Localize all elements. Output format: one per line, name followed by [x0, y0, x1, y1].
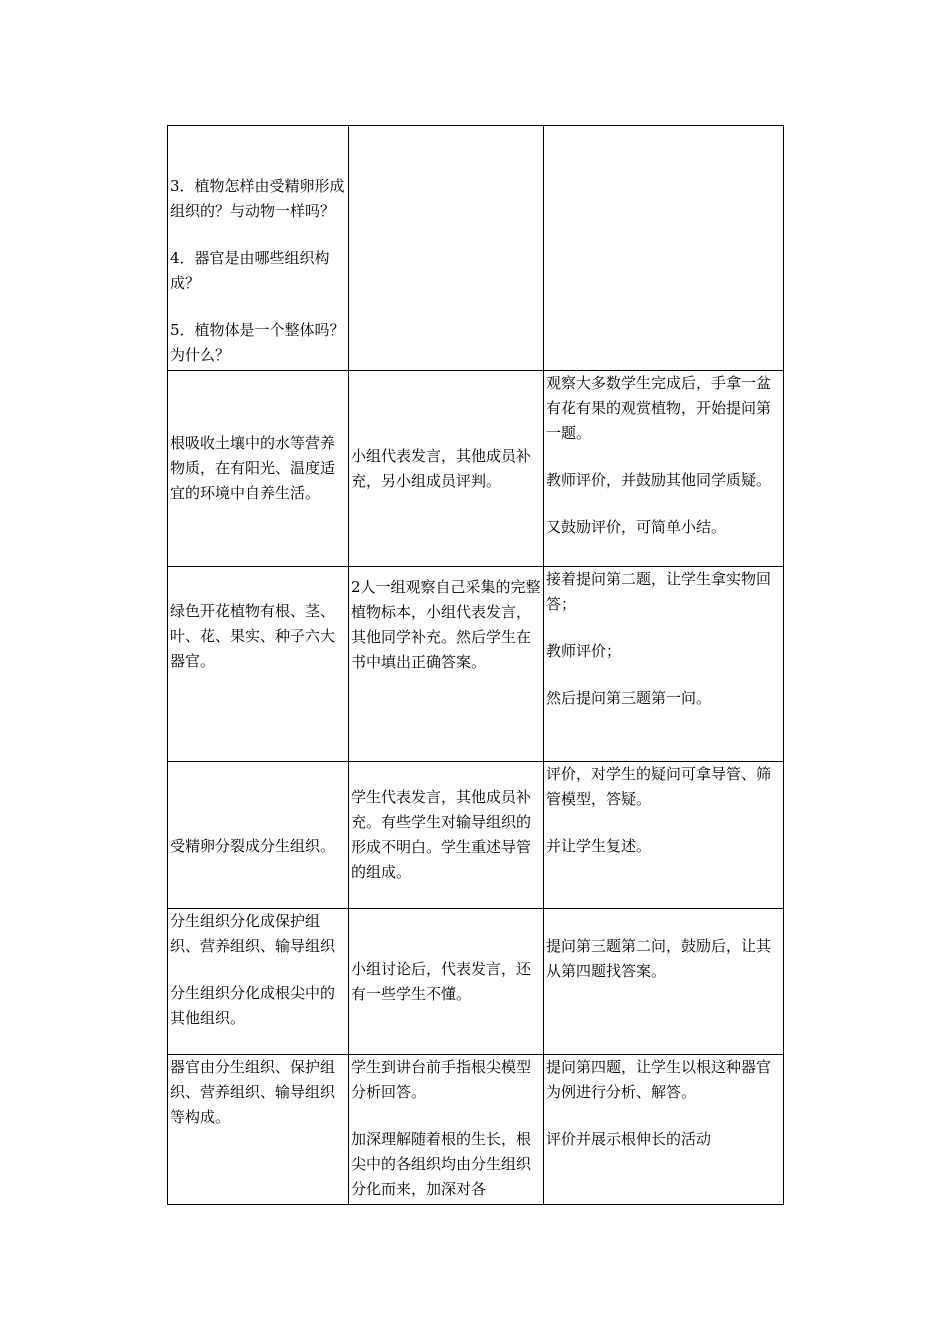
- table-row: [168, 126, 784, 371]
- teacher-activity-cell: [544, 909, 784, 1055]
- teacher-activity-cell: [544, 567, 784, 762]
- cell-text: 提问第四题，让学生以根这种器官为例进行分析、解答。: [546, 1058, 772, 1101]
- cell-text: 5．植物体是一个整体吗？为什么？: [170, 321, 345, 364]
- student-activity-cell: [349, 567, 544, 762]
- table-row: [168, 1055, 784, 1205]
- cell-text: 2人一组观察自己采集的完整植物标本，小组代表发言，其他同学补充。然后学生在书中填出正确答案。: [351, 578, 541, 671]
- cell-text: 绿色开花植物有根、茎、叶、花、果实、种子六大器官。: [170, 602, 336, 670]
- cell-text: 学生代表发言，其他成员补充。有些学生对输导组织的形成不明白。学生重述导管的组成。: [351, 788, 532, 881]
- student-knowledge-cell: [168, 126, 349, 371]
- table-row: [168, 909, 784, 1055]
- cell-text: 并让学生复述。: [546, 837, 652, 855]
- cell-text: 受精卵分裂成分生组织。: [170, 836, 336, 855]
- cell-text: 学生到讲台前手指根尖模型分析回答。: [351, 1058, 532, 1101]
- teacher-activity-cell: [544, 762, 784, 909]
- student-knowledge-cell: [168, 567, 349, 762]
- cell-text: 然后提问第三题第一问。: [546, 689, 712, 707]
- cell-text: 分生组织分化成根尖中的其他组织。: [170, 984, 336, 1027]
- cell-text: 教师评价；: [546, 642, 622, 660]
- cell-text: 提问第三题第二问，鼓励后，让其从第四题找答案。: [546, 937, 772, 980]
- cell-text: 小组讨论后，代表发言，还有一些学生不懂。: [351, 959, 532, 1003]
- student-knowledge-cell: [168, 371, 349, 567]
- student-activity-cell: [349, 126, 544, 371]
- cell-text: 又鼓励评价，可简单小结。: [546, 518, 727, 536]
- teacher-activity-cell: [544, 126, 784, 371]
- student-activity-cell: [349, 371, 544, 567]
- cell-text: 接着提问第二题，让学生拿实物回答；: [546, 570, 772, 613]
- cell-text: 4．器官是由哪些组织构成？: [170, 249, 330, 292]
- cell-text: 小组代表发言，其他成员补充，另小组成员评判。: [351, 446, 532, 490]
- table-row: [168, 371, 784, 567]
- cell-text: 根吸收土壤中的水等营养物质，在有阳光、温度适宜的环境中自养生活。: [170, 434, 336, 502]
- cell-text: 器官由分生组织、保护组织、营养组织、输导组织等构成。: [170, 1058, 336, 1126]
- teacher-activity-cell: [544, 1055, 784, 1205]
- cell-text: 观察大多数学生完成后，手拿一盆有花有果的观赏植物，开始提问第一题。: [546, 374, 772, 442]
- student-knowledge-cell: [168, 762, 349, 909]
- student-knowledge-cell: [168, 909, 349, 1055]
- cell-text: 加深理解随着根的生长，根尖中的各组织均由分生组织分化而来，加深对各: [351, 1130, 532, 1198]
- lesson-table: [167, 125, 784, 1205]
- table-row: [168, 762, 784, 909]
- cell-text: 分生组织分化成保护组织、营养组织、输导组织: [170, 912, 336, 955]
- teacher-activity-cell: [544, 371, 784, 567]
- student-activity-cell: [349, 1055, 544, 1205]
- student-activity-cell: [349, 909, 544, 1055]
- cell-text: 评价，对学生的疑问可拿导管、筛管模型，答疑。: [546, 765, 772, 808]
- cell-text: 评价并展示根伸长的活动: [546, 1130, 712, 1148]
- student-activity-cell: [349, 762, 544, 909]
- table-row: [168, 567, 784, 762]
- cell-text: 教师评价，并鼓励其他同学质疑。: [546, 471, 772, 489]
- cell-text: 3．植物怎样由受精卵形成组织的？与动物一样吗？: [170, 177, 345, 220]
- student-knowledge-cell: [168, 1055, 349, 1205]
